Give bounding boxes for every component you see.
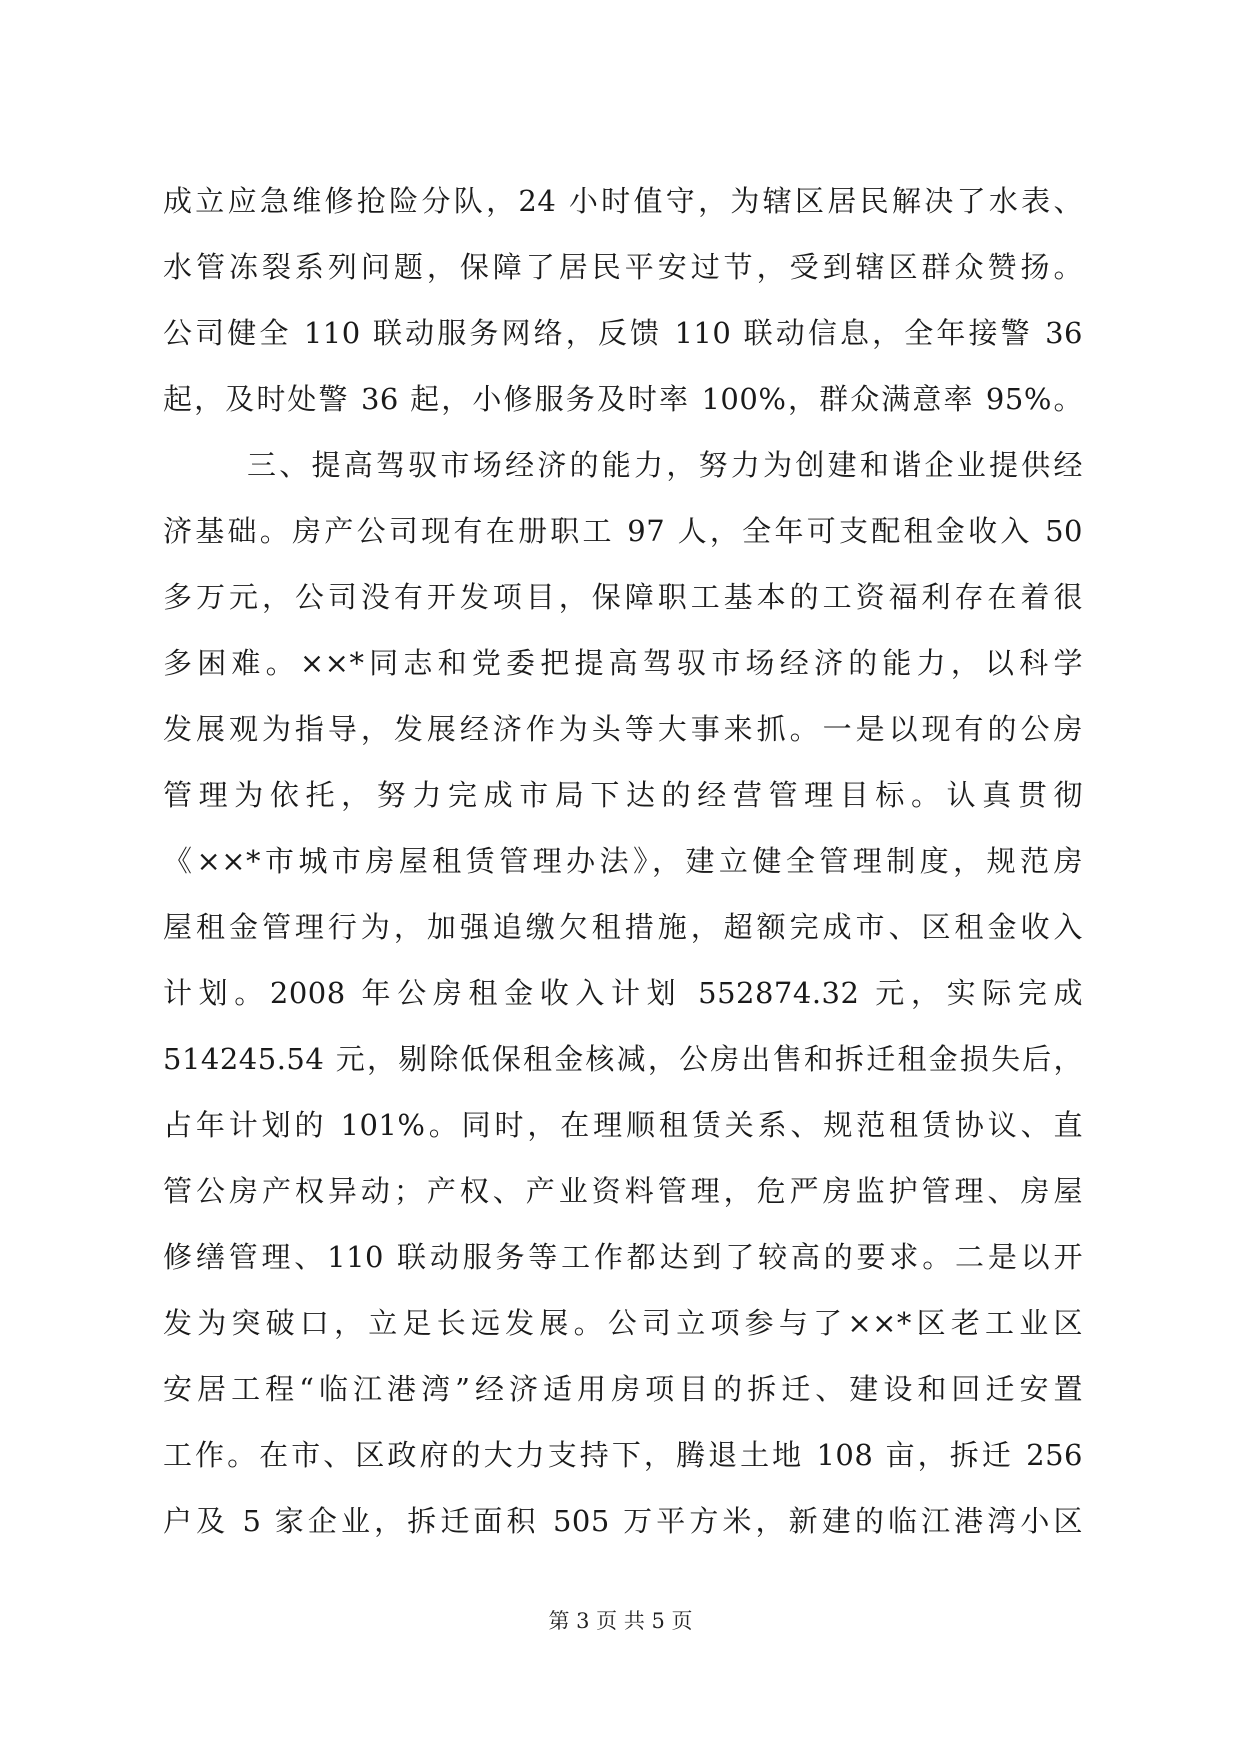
text-line: 占年计划的 101%。同时，在理顺租赁关系、规范租赁协议、直 xyxy=(163,1108,1083,1142)
text-line: 发展观为指导，发展经济作为头等大事来抓。一是以现有的公房 xyxy=(163,712,1083,746)
text-line: 成立应急维修抢险分队，24 小时值守，为辖区居民解决了水表、 xyxy=(163,184,1083,218)
text-line: 济基础。房产公司现有在册职工 97 人，全年可支配租金收入 50 xyxy=(163,514,1083,548)
text-line: 管公房产权异动；产权、产业资料管理，危严房监护管理、房屋 xyxy=(163,1174,1083,1208)
document-body xyxy=(163,168,1083,1554)
text-line: 发为突破口，立足长远发展。公司立项参与了××*区老工业区 xyxy=(163,1306,1083,1340)
text-line: 计划。2008 年公房租金收入计划 552874.32 元，实际完成 xyxy=(163,976,1083,1010)
text-line: 《××*市城市房屋租赁管理办法》，建立健全管理制度，规范房 xyxy=(163,844,1083,878)
text-line: 水管冻裂系列问题，保障了居民平安过节，受到辖区群众赞扬。 xyxy=(163,250,1083,284)
section-heading-line: 三、提高驾驭市场经济的能力，努力为创建和谐企业提供经 xyxy=(247,448,1083,482)
text-line: 多万元，公司没有开发项目，保障职工基本的工资福利存在着很 xyxy=(163,580,1083,614)
text-line: 514245.54 元，剔除低保租金核减，公房出售和拆迁租金损失后， xyxy=(163,1042,1083,1076)
text-line: 工作。在市、区政府的大力支持下，腾退土地 108 亩，拆迁 256 xyxy=(163,1438,1083,1472)
page-number-footer: 第 3 页 共 5 页 xyxy=(548,1609,693,1633)
text-line: 公司健全 110 联动服务网络，反馈 110 联动信息，全年接警 36 xyxy=(163,316,1083,350)
text-line: 修缮管理、110 联动服务等工作都达到了较高的要求。二是以开 xyxy=(163,1240,1083,1274)
text-line: 多困难。××*同志和党委把提高驾驭市场经济的能力，以科学 xyxy=(163,646,1083,680)
text-line: 安居工程“临江港湾”经济适用房项目的拆迁、建设和回迁安置 xyxy=(163,1372,1083,1406)
text-line: 管理为依托，努力完成市局下达的经营管理目标。认真贯彻 xyxy=(163,778,1083,812)
text-line: 起，及时处警 36 起，小修服务及时率 100%，群众满意率 95%。 xyxy=(163,382,1083,416)
text-line: 户及 5 家企业，拆迁面积 505 万平方米，新建的临江港湾小区 xyxy=(163,1504,1083,1538)
text-line: 屋租金管理行为，加强追缴欠租措施，超额完成市、区租金收入 xyxy=(163,910,1083,944)
